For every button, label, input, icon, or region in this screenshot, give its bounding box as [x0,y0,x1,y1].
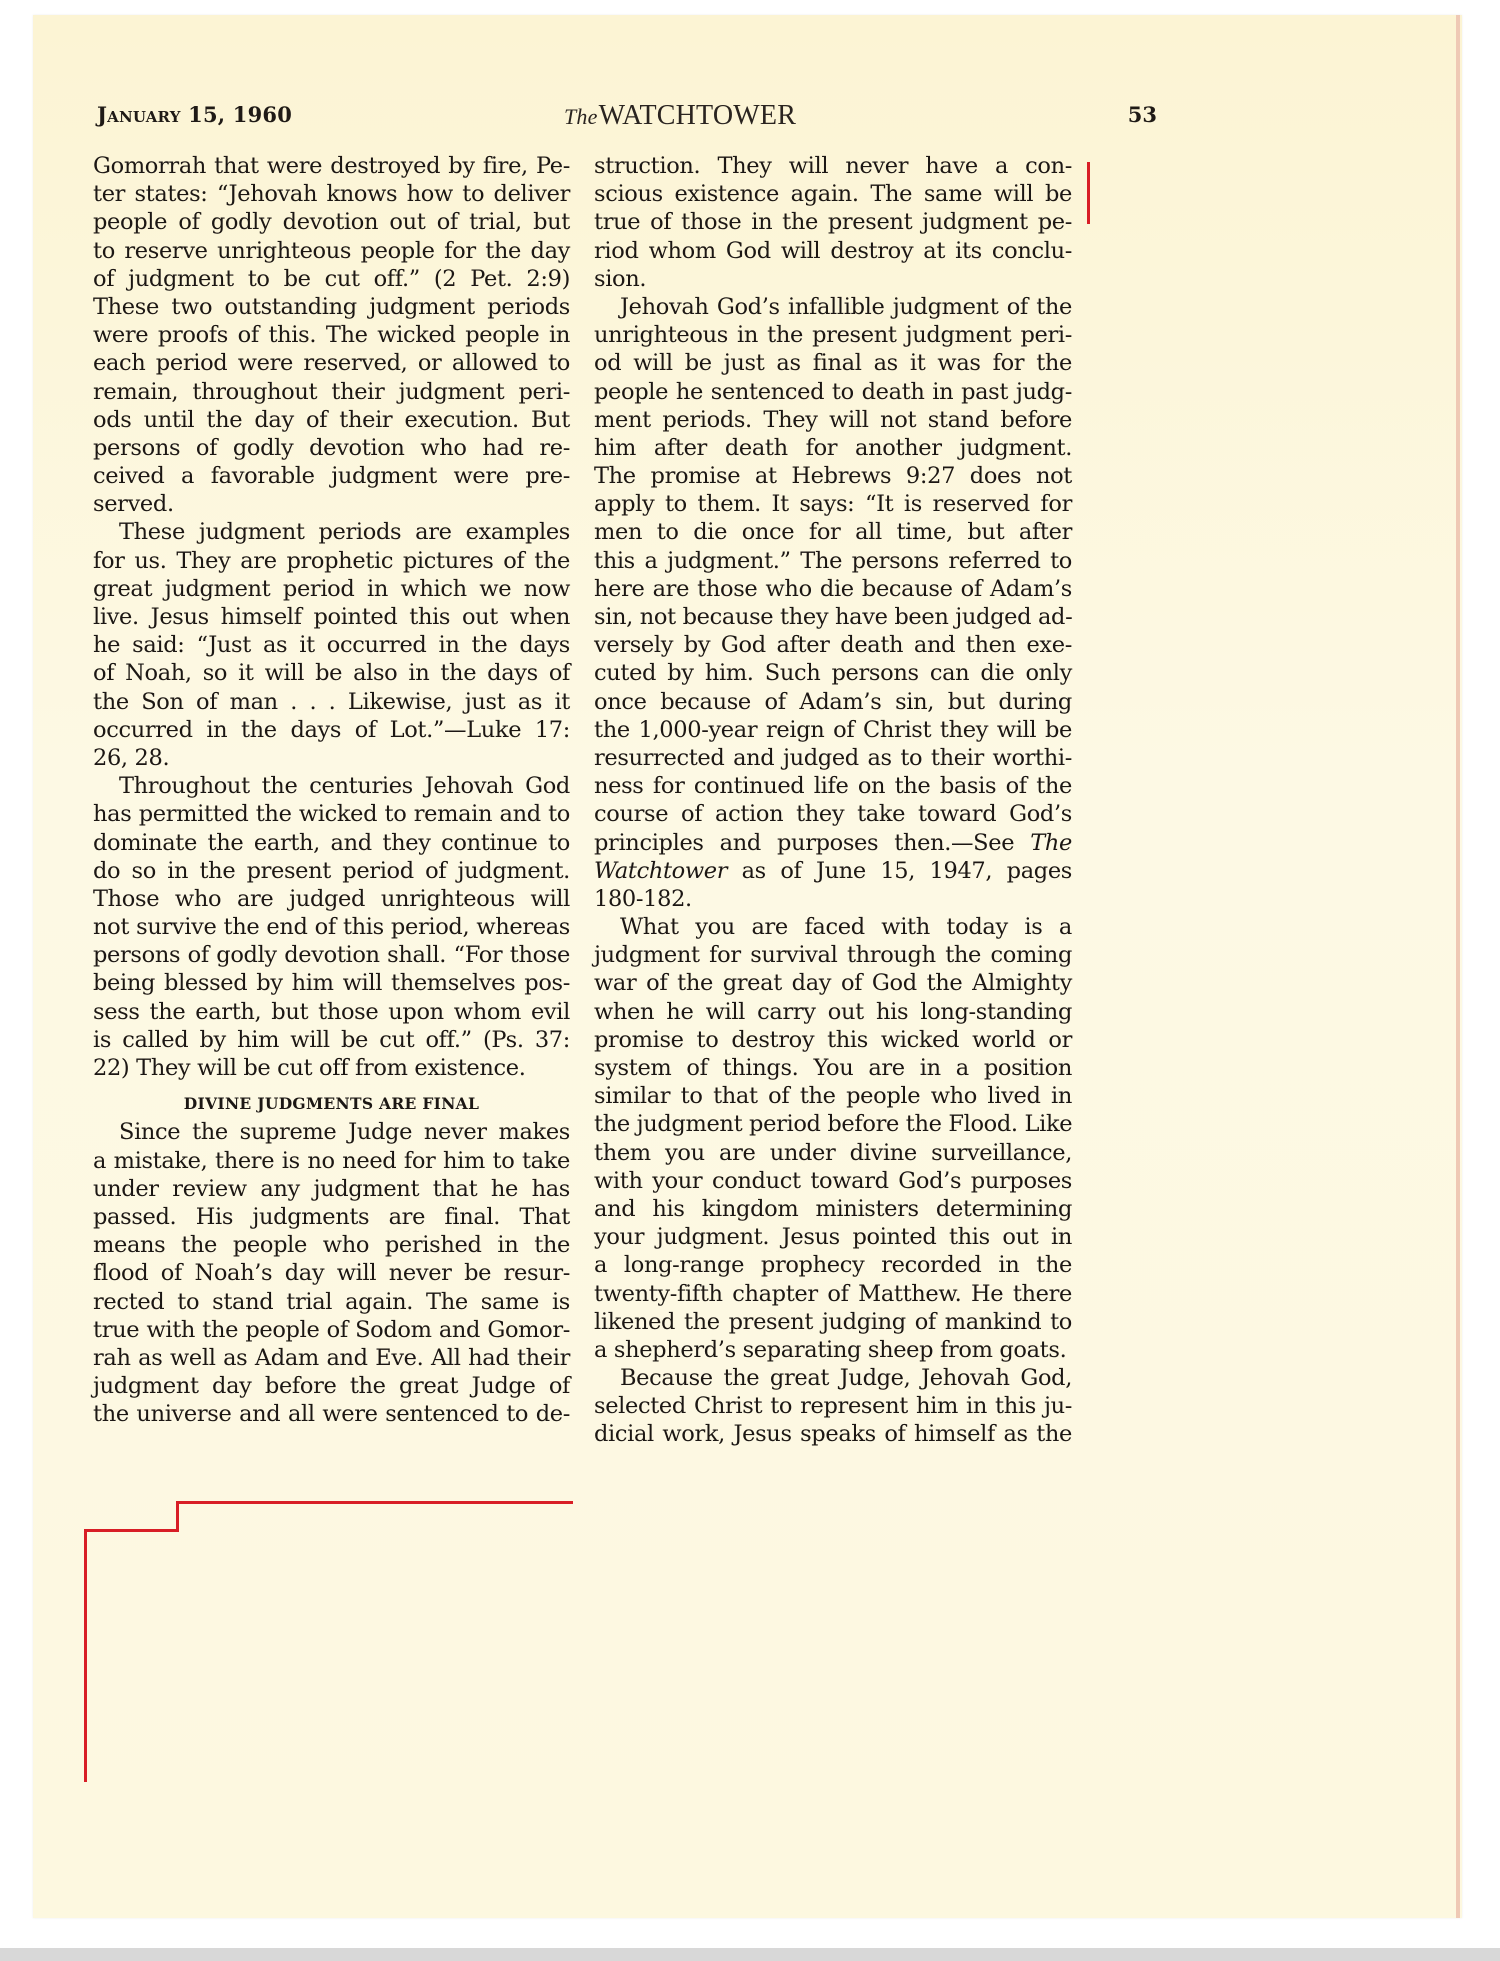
text-line: of judgment to be cut off.” (2 Pet. 2:9) [93,265,570,292]
text-line: is called by him will be cut off.” (Ps. 37: [93,1026,570,1053]
text-line: once because of Adam’s sin, but during [594,688,1072,715]
text-line: sion. [594,265,647,292]
text-line: rected to stand trial again. The same is [93,1288,570,1315]
text-line: Jehovah God’s infallible judgment of the [620,293,1072,320]
text-line: These judgment periods are examples [119,519,570,546]
issue-date: January 15, 1960 [97,102,293,127]
text-line: riod whom God will destroy at its conclu- [594,237,1072,264]
text-line: principles and purposes then.—See The [594,829,1072,856]
text-line: judgment day before the great Judge of [93,1373,570,1400]
text-line: judgment for survival through the coming [594,942,1072,969]
text-line: resurrected and judged as to their worthi- [594,744,1072,771]
text-line: and his kingdom ministers determining [594,1195,1072,1222]
text-line: scious existence again. The same will be [594,181,1072,208]
masthead-title: WATCHTOWER [598,100,797,131]
text-line: persons of godly devotion shall. “For those [93,942,570,969]
text-line: Those who are judged unrighteous will [93,885,570,912]
text-line: Because the great Judge, Jehovah God, [620,1365,1072,1392]
running-head [97,102,1157,136]
text-line: The promise at Hebrews 9:27 does not [594,463,1072,490]
text-line: ment periods. They will not stand before [594,406,1072,433]
text-line: twenty-fifth chapter of Matthew. He there [594,1280,1072,1307]
text-line: not survive the end of this period, whereas [93,914,570,941]
page-edge [1456,15,1460,1918]
right-column [594,152,1072,1449]
text-line: under review any judgment that he has [93,1175,570,1202]
text-line: here are those who die because of Adam’s [594,575,1072,602]
text-line: this a judgment.” The persons referred to [594,547,1072,574]
bottom-border [0,1948,1500,1961]
highlight-step-horizontal [84,1529,179,1532]
highlight-underline [177,1501,573,1504]
text-line: course of action they take toward God’s [594,801,1072,828]
text-line: has permitted the wicked to remain and to [93,801,570,828]
text-line: od will be just as final as it was for the [594,350,1072,377]
text-line: war of the great day of God the Almighty [594,970,1072,997]
text-line: ods until the day of their execution. But [93,406,570,433]
text-line: sess the earth, but those upon whom evil [93,998,570,1025]
page-number: 53 [1127,102,1157,127]
text-line: a long-range prophecy recorded in the [594,1252,1072,1279]
text-line: great judgment period in which we now [93,575,570,602]
text-line: he said: “Just as it occurred in the days [93,632,570,659]
text-line: dicial work, Jesus speaks of himself as the [594,1421,1072,1448]
publication-title: Watchtower [594,857,728,884]
masthead-logo [564,100,796,132]
spacer [93,1082,570,1090]
text-line: Throughout the centuries Jehovah God [119,773,570,800]
text-line: What you are faced with today is a [620,914,1072,941]
text-line: apply to them. It says: “It is reserved for [594,491,1072,518]
left-column [93,152,570,1428]
text-line: 22) They will be cut off from existence. [93,1055,526,1081]
text-line: occurred in the days of Lot.”—Luke 17: [93,716,570,743]
text-line: promise to destroy this wicked world or [594,1026,1072,1053]
text-line: people of godly devotion out of trial, but [93,209,570,236]
text-line: likened the present judging of mankind to [594,1308,1072,1335]
text-line: served. [93,491,174,518]
highlight-step-vertical [176,1501,179,1531]
text-line: rah as well as Adam and Eve. All had their [93,1344,570,1371]
text-line: your judgment. Jesus pointed this out in [594,1224,1072,1251]
text-line: ter states: “Jehovah knows how to deliver [93,181,570,208]
text-line: unrighteous in the present judgment peri- [594,322,1072,349]
text-line: selected Christ to represent him in this ju- [594,1393,1072,1420]
text-line: Gomorrah that were destroyed by fire, Pe- [93,153,570,179]
text-line: 180-182. [594,885,692,912]
publication-title: The [1030,829,1072,856]
text-line: true with the people of Sodom and Gomor- [93,1316,570,1343]
text-line: live. Jesus himself pointed this out when [93,604,570,630]
text-line: 26, 28. [93,744,170,771]
text-line: struction. They will never have a con- [594,153,1072,179]
text-line: to reserve unrighteous people for the day [93,237,570,264]
highlight-mark-top-right [1087,162,1090,224]
text-line: the 1,000-year reign of Christ they will be [594,716,1072,743]
text-line: cuted by him. Such persons can die only [594,660,1072,687]
text-line: These two outstanding judgment periods [93,293,570,320]
text-line: sin, not because they have been judged ad- [594,604,1073,630]
text-line: persons of godly devotion who had re- [93,434,570,461]
text-line: Since the supreme Judge never makes [119,1119,570,1146]
text-line: of Noah, so it will be also in the days of [93,660,570,687]
text-line: versely by God after death and then exe- [594,632,1072,659]
text-line: Watchtower as of June 15, 1947, pages [594,857,1072,884]
text-line: the Son of man . . . Likewise, just as it [93,688,570,715]
text-line: were proofs of this. The wicked people in [93,322,570,349]
section-heading: DIVINE JUDGMENTS ARE FINAL [183,1094,480,1114]
text-line: a mistake, there is no need for him to take [93,1147,570,1174]
text-line: the judgment period before the Flood. Like [594,1111,1073,1138]
text-line: when he will carry out his long-standing [594,998,1072,1025]
highlight-left-bar [84,1529,87,1782]
text-line: means the people who perished in the [93,1232,570,1259]
text-line: similar to that of the people who lived in [594,1083,1072,1110]
text-line: people he sentenced to death in past judg- [594,378,1072,405]
text-line: him after death for another judgment. [594,434,1072,461]
text-line: each period were reserved, or allowed to [93,350,570,377]
text-line: true of those in the present judgment pe- [594,209,1072,236]
text-line: ceived a favorable judgment were pre- [93,463,570,490]
text-line: passed. His judgments are final. That [93,1203,570,1230]
text-line: for us. They are prophetic pictures of the [93,547,570,574]
masthead-prefix: The [564,104,598,129]
text-line: with your conduct toward God’s purposes [594,1167,1072,1194]
text-line: ness for continued life on the basis of the [594,773,1072,800]
text-line: men to die once for all time, but after [594,519,1072,546]
text-line: being blessed by him will themselves pos- [93,970,570,997]
text-line: dominate the earth, and they continue to [93,829,570,856]
text-line: flood of Noah’s day will never be resur- [93,1260,570,1287]
text-line: the universe and all were sentenced to de- [93,1401,570,1428]
text-line: remain, throughout their judgment peri- [93,378,570,405]
text-line: a shepherd’s separating sheep from goats. [594,1336,1067,1363]
text-line: them you are under divine surveillance, [594,1139,1072,1166]
text-line: system of things. You are in a position [594,1055,1072,1081]
text-line: do so in the present period of judgment. [93,857,570,884]
